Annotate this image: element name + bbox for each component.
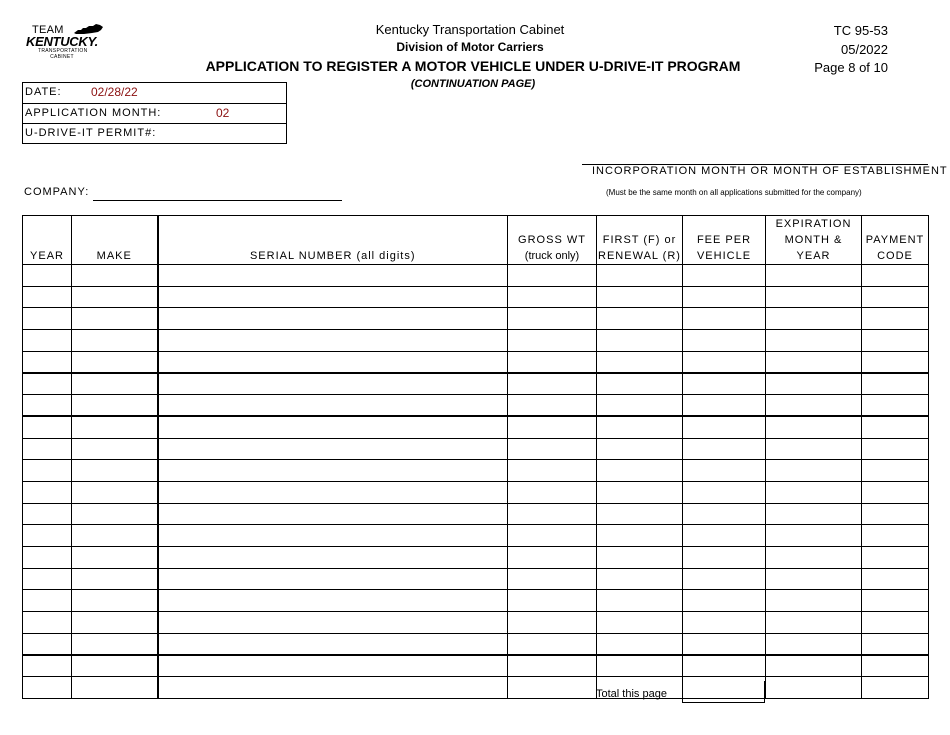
payment-code-cell[interactable] — [862, 395, 929, 417]
logo-cabinet-text: CABINET — [50, 54, 74, 60]
table-row — [23, 460, 929, 482]
application-month-row — [23, 103, 286, 123]
expiration-cell[interactable] — [766, 395, 862, 417]
date-label: DATE: — [25, 86, 62, 98]
incorporation-label: INCORPORATION MONTH OR MONTH OF ESTABLISHMENT — [592, 165, 948, 177]
gross-weight-cell[interactable] — [508, 395, 597, 417]
gross-weight-cell[interactable] — [508, 481, 597, 503]
gross-weight-header — [508, 216, 597, 265]
gross-weight-cell[interactable] — [508, 503, 597, 525]
first-renewal-cell[interactable] — [597, 568, 683, 590]
expiration-cell[interactable] — [766, 525, 862, 547]
serial-header-text: SERIAL NUMBER (all digits) — [249, 250, 416, 262]
first-renewal-cell[interactable] — [597, 373, 683, 395]
gross-weight-cell[interactable] — [508, 590, 597, 612]
serial-cell[interactable] — [158, 286, 508, 308]
year-cell[interactable] — [23, 351, 72, 373]
payment-code-cell[interactable] — [862, 265, 929, 287]
table-row — [23, 655, 929, 677]
year-cell[interactable] — [23, 330, 72, 352]
first-renewal-cell[interactable] — [597, 265, 683, 287]
fee-cell[interactable] — [683, 525, 766, 547]
first-renewal-header — [597, 216, 683, 265]
first-renewal-cell[interactable] — [597, 286, 683, 308]
expiration-cell[interactable] — [766, 416, 862, 438]
make-cell[interactable] — [72, 503, 158, 525]
table-row — [23, 503, 929, 525]
serial-cell[interactable] — [158, 460, 508, 482]
serial-cell[interactable] — [158, 655, 508, 677]
fee-cell[interactable] — [683, 395, 766, 417]
payment-code-cell[interactable] — [862, 416, 929, 438]
table-row — [23, 308, 929, 330]
year-cell[interactable] — [23, 438, 72, 460]
payment-code-cell[interactable] — [862, 503, 929, 525]
year-cell[interactable] — [23, 308, 72, 330]
make-cell[interactable] — [72, 351, 158, 373]
agency-name: Kentucky Transportation Cabinet — [375, 22, 565, 37]
logo-team-text: TEAM — [32, 24, 64, 36]
year-cell[interactable] — [23, 265, 72, 287]
gross-weight-cell[interactable] — [508, 655, 597, 677]
first-renewal-cell[interactable] — [597, 395, 683, 417]
year-cell[interactable] — [23, 677, 72, 699]
form-subtitle: (CONTINUATION PAGE) — [410, 78, 536, 90]
fee-header — [683, 216, 766, 265]
expiration-cell[interactable] — [766, 481, 862, 503]
table-row — [23, 612, 929, 634]
permit-row — [23, 123, 286, 143]
first-renewal-cell[interactable] — [597, 633, 683, 655]
make-cell[interactable] — [72, 373, 158, 395]
application-month-field[interactable]: 02 — [216, 106, 230, 120]
gross-weight-cell[interactable] — [508, 265, 597, 287]
logo-kentucky-text: KENTUCKY. — [26, 34, 98, 49]
table-row — [23, 416, 929, 438]
payment-code-header-line1: PAYMENT — [865, 234, 925, 246]
gross-weight-cell[interactable] — [508, 546, 597, 568]
first-renewal-cell[interactable] — [597, 308, 683, 330]
serial-cell[interactable] — [158, 330, 508, 352]
serial-cell[interactable] — [158, 677, 508, 699]
table-row — [23, 330, 929, 352]
company-label: COMPANY: — [24, 186, 90, 198]
expiration-cell[interactable] — [766, 286, 862, 308]
make-cell[interactable] — [72, 633, 158, 655]
make-cell[interactable] — [72, 438, 158, 460]
make-cell[interactable] — [72, 286, 158, 308]
table-row — [23, 351, 929, 373]
payment-code-header-line2: CODE — [877, 250, 913, 262]
make-header — [72, 216, 158, 265]
expiration-cell[interactable] — [766, 677, 862, 699]
first-renewal-cell[interactable] — [597, 655, 683, 677]
table-row — [23, 568, 929, 590]
serial-cell[interactable] — [158, 395, 508, 417]
expiration-cell[interactable] — [766, 612, 862, 634]
first-renewal-cell[interactable] — [597, 438, 683, 460]
expiration-cell[interactable] — [766, 373, 862, 395]
date-row — [23, 83, 286, 103]
expiration-cell[interactable] — [766, 546, 862, 568]
expiration-cell[interactable] — [766, 655, 862, 677]
total-field[interactable] — [682, 681, 765, 703]
first-renewal-header-line2: RENEWAL (R) — [598, 250, 681, 262]
year-cell[interactable] — [23, 633, 72, 655]
fee-cell[interactable] — [683, 612, 766, 634]
gross-weight-cell[interactable] — [508, 438, 597, 460]
table-row — [23, 395, 929, 417]
serial-cell[interactable] — [158, 481, 508, 503]
make-cell[interactable] — [72, 481, 158, 503]
payment-code-cell[interactable] — [862, 460, 929, 482]
expiration-header-line1: EXPIRATION — [775, 218, 852, 230]
fee-cell[interactable] — [683, 308, 766, 330]
year-cell[interactable] — [23, 395, 72, 417]
fee-header-line2: VEHICLE — [696, 250, 752, 262]
total-label: Total this page — [596, 688, 667, 700]
fee-cell[interactable] — [683, 416, 766, 438]
first-renewal-cell[interactable] — [597, 525, 683, 547]
permit-label: U-DRIVE-IT PERMIT#: — [25, 127, 157, 139]
table-row — [23, 590, 929, 612]
make-cell[interactable] — [72, 590, 158, 612]
make-cell[interactable] — [72, 546, 158, 568]
date-field[interactable]: 02/28/22 — [91, 85, 138, 99]
expiration-cell[interactable] — [766, 460, 862, 482]
gross-weight-cell[interactable] — [508, 330, 597, 352]
payment-code-cell[interactable] — [862, 525, 929, 547]
first-renewal-cell[interactable] — [597, 590, 683, 612]
gross-weight-header-line2: (truck only) — [524, 250, 580, 262]
first-renewal-header-line1: FIRST (F) or — [602, 234, 677, 246]
table-row — [23, 265, 929, 287]
first-renewal-cell[interactable] — [597, 351, 683, 373]
payment-code-cell[interactable] — [862, 351, 929, 373]
expiration-cell[interactable] — [766, 633, 862, 655]
vehicle-table — [22, 215, 929, 699]
year-cell[interactable] — [23, 481, 72, 503]
gross-weight-cell[interactable] — [508, 525, 597, 547]
gross-weight-cell[interactable] — [508, 351, 597, 373]
table-row — [23, 286, 929, 308]
fee-cell[interactable] — [683, 481, 766, 503]
serial-cell[interactable] — [158, 525, 508, 547]
gross-weight-header-line1: GROSS WT — [518, 234, 586, 246]
expiration-cell[interactable] — [766, 330, 862, 352]
incorporation-note: (Must be the same month on all applications submitted for the company) — [606, 188, 862, 197]
table-row — [23, 677, 929, 699]
year-header-text: YEAR — [30, 250, 64, 262]
fee-cell[interactable] — [683, 460, 766, 482]
serial-cell[interactable] — [158, 373, 508, 395]
serial-cell[interactable] — [158, 351, 508, 373]
serial-cell[interactable] — [158, 438, 508, 460]
expiration-cell[interactable] — [766, 351, 862, 373]
fee-cell[interactable] — [683, 373, 766, 395]
make-cell[interactable] — [72, 525, 158, 547]
fee-cell[interactable] — [683, 568, 766, 590]
make-cell[interactable] — [72, 308, 158, 330]
payment-code-cell[interactable] — [862, 633, 929, 655]
payment-code-cell[interactable] — [862, 568, 929, 590]
make-cell[interactable] — [72, 460, 158, 482]
logo-transportation-text: TRANSPORTATION — [38, 48, 88, 54]
gross-weight-cell[interactable] — [508, 286, 597, 308]
payment-code-header — [862, 216, 929, 265]
payment-code-cell[interactable] — [862, 655, 929, 677]
make-cell[interactable] — [72, 677, 158, 699]
table-row — [23, 481, 929, 503]
make-cell[interactable] — [72, 395, 158, 417]
year-header — [23, 216, 72, 265]
first-renewal-cell[interactable] — [597, 612, 683, 634]
form-number: TC 95-53 — [833, 23, 888, 38]
make-header-text: MAKE — [96, 250, 132, 262]
payment-code-cell[interactable] — [862, 481, 929, 503]
serial-header — [158, 216, 508, 265]
serial-cell[interactable] — [158, 633, 508, 655]
year-cell[interactable] — [23, 568, 72, 590]
fee-cell[interactable] — [683, 590, 766, 612]
year-cell[interactable] — [23, 612, 72, 634]
gross-weight-cell[interactable] — [508, 373, 597, 395]
payment-code-cell[interactable] — [862, 373, 929, 395]
payment-code-cell[interactable] — [862, 438, 929, 460]
fee-cell[interactable] — [683, 438, 766, 460]
make-cell[interactable] — [72, 568, 158, 590]
expiration-header-line2: MONTH & YEAR — [784, 234, 843, 262]
serial-cell[interactable] — [158, 568, 508, 590]
serial-cell[interactable] — [158, 546, 508, 568]
payment-code-cell[interactable] — [862, 612, 929, 634]
first-renewal-cell[interactable] — [597, 503, 683, 525]
table-row — [23, 633, 929, 655]
company-field[interactable] — [93, 200, 342, 201]
gross-weight-cell[interactable] — [508, 308, 597, 330]
expiration-cell[interactable] — [766, 503, 862, 525]
payment-code-cell[interactable] — [862, 590, 929, 612]
serial-cell[interactable] — [158, 612, 508, 634]
table-header-row — [23, 216, 929, 265]
year-cell[interactable] — [23, 373, 72, 395]
gross-weight-cell[interactable] — [508, 568, 597, 590]
gross-weight-cell[interactable] — [508, 460, 597, 482]
make-cell[interactable] — [72, 612, 158, 634]
application-month-label: APPLICATION MONTH: — [25, 107, 162, 119]
fee-cell[interactable] — [683, 286, 766, 308]
table-row — [23, 438, 929, 460]
expiration-cell[interactable] — [766, 265, 862, 287]
expiration-cell[interactable] — [766, 590, 862, 612]
serial-cell[interactable] — [158, 416, 508, 438]
payment-code-cell[interactable] — [862, 677, 929, 699]
first-renewal-cell[interactable] — [597, 481, 683, 503]
make-cell[interactable] — [72, 416, 158, 438]
payment-code-cell[interactable] — [862, 308, 929, 330]
form-title: APPLICATION TO REGISTER A MOTOR VEHICLE UNDER U-DRIVE-IT PROGRAM — [205, 58, 741, 74]
year-cell[interactable] — [23, 655, 72, 677]
year-cell[interactable] — [23, 286, 72, 308]
serial-cell[interactable] — [158, 308, 508, 330]
table-row — [23, 546, 929, 568]
fee-cell[interactable] — [683, 655, 766, 677]
payment-code-cell[interactable] — [862, 286, 929, 308]
division-name: Division of Motor Carriers — [396, 40, 544, 54]
fee-cell[interactable] — [683, 546, 766, 568]
fee-cell[interactable] — [683, 633, 766, 655]
fee-header-line1: FEE PER — [696, 234, 752, 246]
year-cell[interactable] — [23, 416, 72, 438]
make-cell[interactable] — [72, 330, 158, 352]
form-revision: 05/2022 — [841, 41, 888, 57]
year-cell[interactable] — [23, 590, 72, 612]
first-renewal-cell[interactable] — [597, 416, 683, 438]
fee-cell[interactable] — [683, 265, 766, 287]
first-renewal-cell[interactable] — [597, 546, 683, 568]
year-cell[interactable] — [23, 460, 72, 482]
expiration-header — [766, 216, 862, 265]
make-cell[interactable] — [72, 655, 158, 677]
fee-cell[interactable] — [683, 503, 766, 525]
gross-weight-cell[interactable] — [508, 612, 597, 634]
gross-weight-cell[interactable] — [508, 416, 597, 438]
gross-weight-cell[interactable] — [508, 677, 597, 699]
year-cell[interactable] — [23, 525, 72, 547]
first-renewal-cell[interactable] — [597, 330, 683, 352]
serial-cell[interactable] — [158, 590, 508, 612]
vehicle-table-body — [23, 265, 929, 699]
payment-code-cell[interactable] — [862, 330, 929, 352]
expiration-cell[interactable] — [766, 568, 862, 590]
fee-cell[interactable] — [683, 351, 766, 373]
application-info-box — [22, 82, 287, 144]
year-cell[interactable] — [23, 546, 72, 568]
page-indicator: Page 8 of 10 — [814, 60, 888, 75]
table-row — [23, 525, 929, 547]
payment-code-cell[interactable] — [862, 546, 929, 568]
fee-cell[interactable] — [683, 330, 766, 352]
expiration-cell[interactable] — [766, 308, 862, 330]
table-row — [23, 373, 929, 395]
serial-cell[interactable] — [158, 265, 508, 287]
serial-cell[interactable] — [158, 503, 508, 525]
first-renewal-cell[interactable] — [597, 460, 683, 482]
expiration-cell[interactable] — [766, 438, 862, 460]
make-cell[interactable] — [72, 265, 158, 287]
year-cell[interactable] — [23, 503, 72, 525]
gross-weight-cell[interactable] — [508, 633, 597, 655]
form-identifier — [814, 22, 888, 78]
